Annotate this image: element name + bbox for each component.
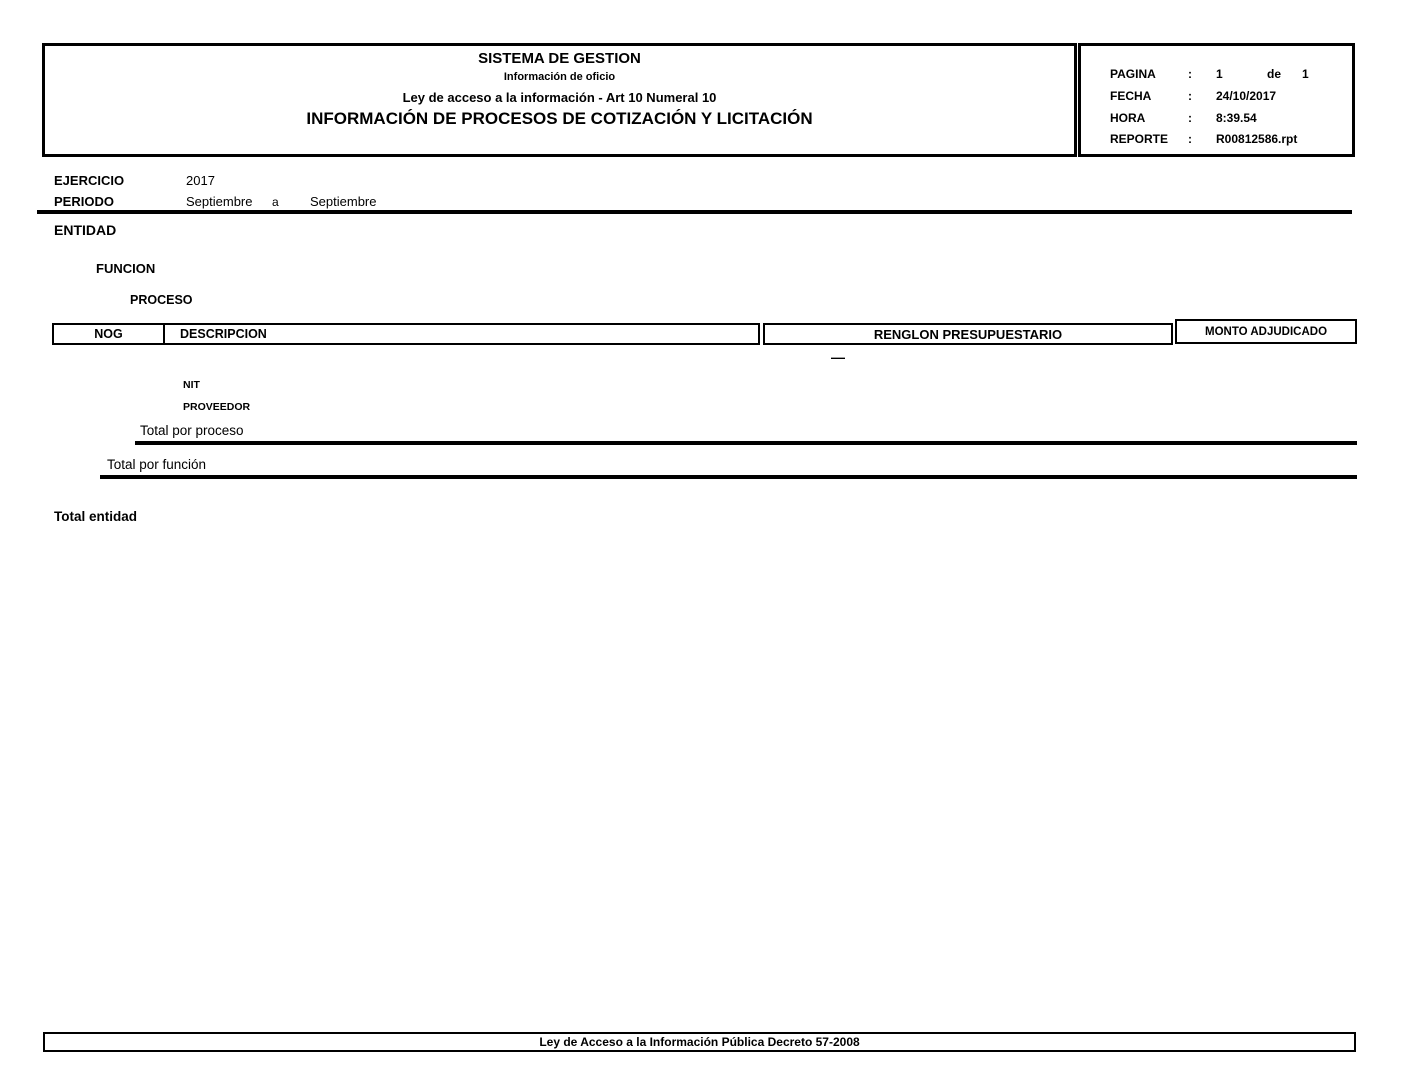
column-header-renglon: RENGLON PRESUPUESTARIO bbox=[763, 323, 1173, 345]
periodo-label: PERIODO bbox=[54, 194, 114, 209]
report-title-box bbox=[42, 43, 1077, 157]
pagina-label: PAGINA bbox=[1110, 67, 1156, 81]
report-meta-box bbox=[1078, 43, 1355, 157]
pagina-value: 1 bbox=[1216, 67, 1223, 81]
total-por-proceso-rule bbox=[135, 441, 1357, 445]
periodo-from-value: Septiembre bbox=[186, 194, 253, 209]
hora-label: HORA bbox=[1110, 111, 1146, 125]
system-title: SISTEMA DE GESTION bbox=[478, 50, 641, 67]
ejercicio-value: 2017 bbox=[186, 173, 215, 188]
total-por-funcion-rule bbox=[100, 475, 1357, 479]
total-entidad-label: Total entidad bbox=[54, 509, 137, 524]
column-header-descripcion: DESCRIPCION bbox=[180, 327, 267, 341]
column-header-monto: MONTO ADJUDICADO bbox=[1175, 319, 1357, 344]
column-header-nog: NOG bbox=[54, 325, 165, 343]
funcion-label: FUNCION bbox=[96, 261, 156, 276]
proceso-label: PROCESO bbox=[130, 293, 193, 307]
fecha-label: FECHA bbox=[1110, 89, 1152, 103]
ejercicio-label: EJERCICIO bbox=[54, 173, 125, 188]
pagina-separator: : bbox=[1188, 67, 1192, 81]
periodo-connector: a bbox=[272, 195, 279, 209]
fecha-value: 24/10/2017 bbox=[1216, 89, 1277, 103]
total-por-proceso-label: Total por proceso bbox=[140, 423, 244, 438]
law-reference: Ley de acceso a la información - Art 10 Numeral 10 bbox=[402, 90, 717, 105]
entidad-label: ENTIDAD bbox=[54, 222, 117, 238]
meta-row-hora bbox=[1081, 111, 1352, 127]
meta-row-fecha bbox=[1081, 89, 1352, 105]
report-title: INFORMACIÓN DE PROCESOS DE COTIZACIÓN Y LICITACIÓN bbox=[306, 109, 813, 128]
table-header-left-box bbox=[52, 323, 760, 345]
fecha-separator: : bbox=[1188, 89, 1192, 103]
renglon-empty-dash: — bbox=[831, 349, 845, 365]
footer-law-text: Ley de Acceso a la Información Pública Decreto 57-2008 bbox=[539, 1035, 860, 1049]
footer-law-bar bbox=[43, 1032, 1356, 1052]
pagina-de: de bbox=[1267, 67, 1282, 81]
meta-row-pagina bbox=[1081, 67, 1352, 83]
reporte-separator: : bbox=[1188, 132, 1192, 146]
report-subtitle: Información de oficio bbox=[503, 71, 616, 83]
meta-row-reporte bbox=[1081, 132, 1352, 148]
hora-separator: : bbox=[1188, 111, 1192, 125]
periodo-divider-rule bbox=[37, 210, 1352, 214]
reporte-value: R00812586.rpt bbox=[1216, 132, 1298, 146]
proveedor-label: PROVEEDOR bbox=[183, 401, 251, 413]
pagina-total: 1 bbox=[1302, 67, 1309, 81]
hora-value: 8:39.54 bbox=[1216, 111, 1257, 125]
nit-label: NIT bbox=[183, 379, 200, 391]
reporte-label: REPORTE bbox=[1110, 132, 1169, 146]
total-por-funcion-label: Total por función bbox=[107, 457, 207, 472]
periodo-to-value: Septiembre bbox=[310, 194, 377, 209]
